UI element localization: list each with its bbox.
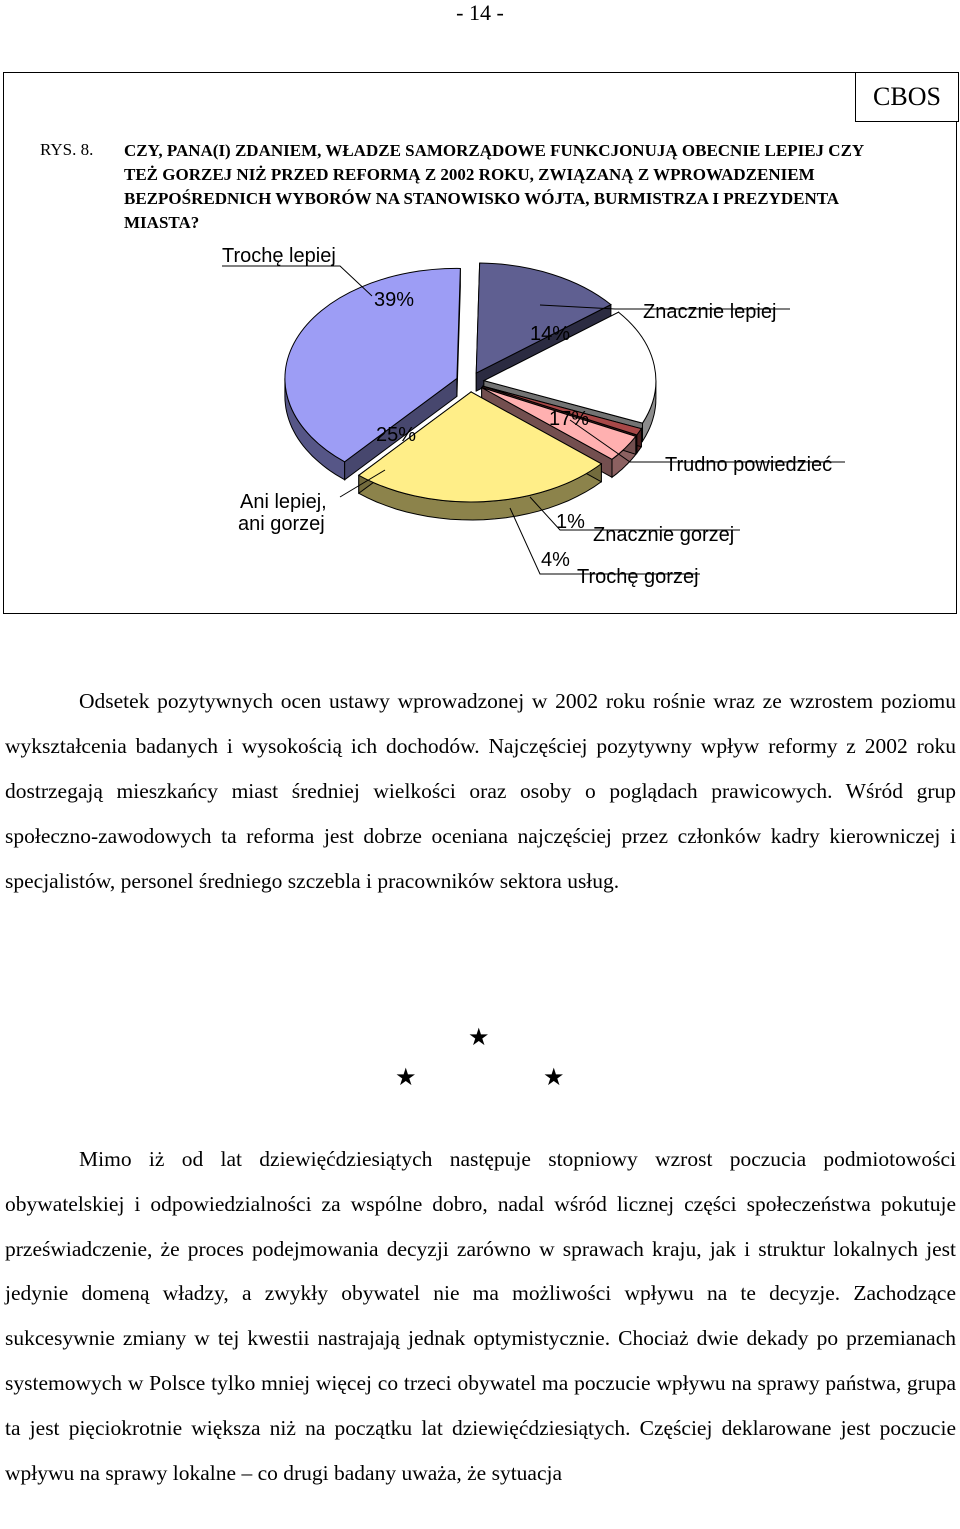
star-icon: ★: [543, 1065, 565, 1091]
label-trudno: Trudno powiedzieć: [665, 454, 833, 476]
value-znacznie-gorzej: 1%: [556, 511, 585, 533]
value-trudno: 17%: [549, 408, 590, 430]
pie-slices: [285, 263, 656, 520]
star-icon: ★: [395, 1065, 417, 1091]
label-ani-lepiej-1: Ani lepiej,: [240, 491, 327, 513]
paragraph-2: [5, 1137, 956, 1495]
page-number: - 14 -: [456, 0, 504, 25]
value-znacznie-lepiej: 14%: [530, 323, 571, 345]
star-icon: ★: [468, 1025, 490, 1051]
label-znacznie-gorzej: Znacznie gorzej: [593, 524, 735, 546]
value-trochę-gorzej: 4%: [541, 549, 570, 571]
leader-trochę-lepiej: [222, 266, 372, 296]
figure-number: RYS. 8.: [40, 140, 94, 159]
label-znacznie-lepiej: Znacznie lepiej: [643, 301, 777, 323]
label-trochę-gorzej: Trochę gorzej: [577, 566, 699, 588]
figure-question: CZY, PANA(I) ZDANIEM, WŁADZE SAMORZĄDOWE FUNKCJONUJĄ OBECNIE LEPIEJ CZY TEŻ GORZEJ NIŻ PRZED REFORMĄ Z 2002 ROKU, ZWIĄZANĄ Z WPROWADZENIEM BEZPOŚREDNICH WYBORÓW NA STANOWISKO WÓJTA, BURMISTRZA I PREZYDENTA MIASTA?: [124, 141, 864, 232]
paragraph-2-text: Mimo iż od lat dziewięćdziesiątych następuje stopniowy wzrost poczucia podmiotowości obywatelskiej i odpowiedzialności za wspólne dobro, nadal wśród licznej części społeczeństwa pokutuje przeświadczenie, że proces podejmowania decyzji zarówno w sprawach kraju, jak i struktur lokalnych jest jedynie domeną władzy, a zwykły obywatel nie ma możliwości wpływu na te decyzje. Zachodzące sukcesywnie zmiany w tej kwestii nastrajają jednak optymistycznie. Chociaż dwie dekady po przemianach systemowych w Polsce tylko mniej więcej co trzeci obywatel ma poczucie wpływu na sprawy państwa, grupa ta jest pięciokrotnie większa niż na początku lat dziewięćdziesiątych. Częściej deklarowane jest poczucie wpływu na sprawy lokalne – co drugi badany uważa, że sytuacja: [5, 1147, 956, 1485]
pie-chart: [0, 0, 960, 620]
paragraph-1: [5, 679, 956, 904]
paragraph-1-text: Odsetek pozytywnych ocen ustawy wprowadzonej w 2002 roku rośnie wraz ze wzrostem poziomu wykształcenia badanych i wysokością ich dochodów. Najczęściej pozytywny wpływ reformy z 2002 roku dostrzegają mieszkańcy miast średniej wielkości oraz osoby o poglądach prawicowych. Wśród grup społeczno-zawodowych ta reforma jest dobrze oceniana najczęściej przez członków kadry kierowniczej i specjalistów, personel średniego szczebla i pracowników sektora usług.: [5, 689, 956, 893]
label-trochę-lepiej: Trochę lepiej: [222, 245, 336, 267]
label-ani-lepiej-2: ani gorzej: [238, 513, 325, 535]
value-ani-lepiej: 25%: [376, 424, 417, 446]
value-trochę-lepiej: 39%: [374, 289, 415, 311]
source-label: CBOS: [855, 72, 959, 122]
